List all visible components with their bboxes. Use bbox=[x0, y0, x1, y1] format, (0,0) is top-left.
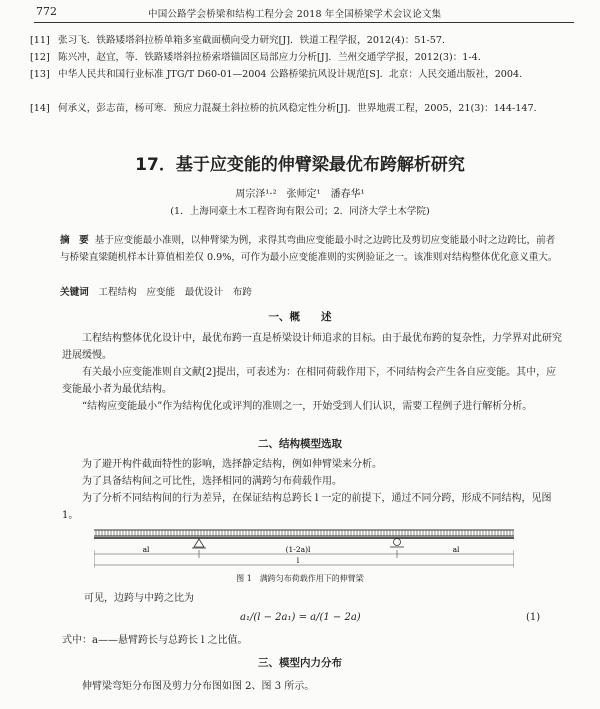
paragraph: 为了分析不同结构间的行为差异，在保证结构总跨长 l 一定的前提下，通过不同分跨，形成不同结构，见图 1。 bbox=[62, 493, 552, 521]
reference-text: 何承义，彭志苗，杨可寒．预应力混凝土斜拉桥的抗风稳定性分析[J]．世界地震工程，2005，21(3)：144-147. bbox=[58, 103, 537, 114]
running-title: 中国公路学会桥梁和结构工程分会 2018 年全国桥梁学术会议论文集 bbox=[148, 9, 442, 20]
reference-number: [12] bbox=[30, 52, 50, 63]
reference-number: [13] bbox=[30, 69, 50, 80]
header-rule bbox=[34, 22, 574, 23]
equation-note: 式中：a——悬臂跨长与总跨长 l 之比值。 bbox=[62, 635, 248, 646]
paragraph: 伸臂梁弯矩分布图及剪力分布图如图 2、图 3 所示。 bbox=[82, 681, 315, 692]
keywords bbox=[60, 284, 252, 298]
page-number: 772 bbox=[36, 5, 57, 18]
equation-intro: 可见，边跨与中跨之比为 bbox=[84, 593, 194, 604]
dim-label-total: l bbox=[296, 556, 300, 565]
distributed-load bbox=[94, 530, 514, 536]
reference-text: 陈兴冲，赵宜，等．铁路矮塔斜拉桥索塔锚固区局部应力分析[J]．兰州交通学学报，2012(3)：1-4. bbox=[58, 52, 481, 63]
support-left bbox=[192, 539, 206, 548]
paragraph: 为了避开构件截面特性的影响，选择静定结构，例如伸臂梁来分析。 bbox=[82, 459, 382, 470]
affiliation: (1．上海同豪土木工程咨询有限公司；2．同济大学土木学院) bbox=[170, 206, 430, 217]
section-heading: 三、模型内力分布 bbox=[258, 657, 342, 669]
reference-text: 中华人民共和国行业标准 JTG/T D60-01—2004 公路桥梁抗风设计规范[S]．北京：人民交通出版社，2004. bbox=[58, 69, 523, 80]
support-right bbox=[390, 539, 404, 548]
paragraph: 工程结构整体优化设计中，最优布跨一直是桥梁设计师追求的目标。由于最优布跨的复杂性，力学界对此研究进展缓慢。 bbox=[62, 333, 562, 361]
paragraph: 为了具备结构间之可比性，选择相同的满跨匀布荷载作用。 bbox=[82, 476, 342, 487]
section-heading: 二、结构模型选取 bbox=[258, 438, 342, 450]
equation-formula: a₁/(l − 2a₁) = a/(1 − 2a) bbox=[240, 612, 361, 623]
abstract-text: 基于应变能最小准则，以伸臂梁为例，求得其弯曲应变能最小时之边跨比及剪切应变能最小时之边跨比，前者与桥梁直梁随机样本计算值相差仅 0.9%，可作为最小应变能准则的实例验证之一。该准则对结构整体优化意义重大。 bbox=[60, 235, 558, 263]
keywords-text: 工程结构 应变能 最优设计 布跨 bbox=[98, 287, 252, 298]
authors: 周宗泽¹·² 张师定¹ 潘春华¹ bbox=[235, 189, 365, 200]
dim-label-right: al bbox=[452, 545, 460, 554]
figure-caption: 图 1 满跨匀布荷载作用下的伸臂梁 bbox=[236, 574, 364, 583]
dim-label-left: al bbox=[142, 545, 150, 554]
reference-item bbox=[30, 50, 563, 66]
keywords-label: 关键词 bbox=[60, 287, 89, 298]
abstract bbox=[60, 233, 560, 266]
section-heading: 一、概 述 bbox=[268, 311, 332, 323]
reference-item bbox=[30, 33, 563, 49]
reference-number: [14] bbox=[30, 103, 50, 114]
reference-item bbox=[30, 101, 563, 117]
reference-number: [11] bbox=[30, 35, 50, 46]
equation-number: (1) bbox=[526, 612, 541, 623]
paper-title: 17．基于应变能的伸臂梁最优布跨解析研究 bbox=[135, 155, 465, 175]
paragraph: “结构应变能最小”作为结构优化或评判的准则之一，开始受到人们认识，需要工程例子进行解析分析。 bbox=[82, 401, 533, 412]
reference-item bbox=[30, 67, 563, 83]
paragraph: 有关最小应变能准则自文献[2]提出，可表述为：在相同荷载作用下，不同结构会产生各自应变能。其中，应变能最小者为最优结构。 bbox=[62, 367, 557, 395]
dim-label-mid: (1-2a)l bbox=[285, 545, 311, 554]
reference-text: 张习飞．铁路矮塔斜拉桥单箱多室截面横向受力研究[J]．铁道工程学报，2012(4)：51-57. bbox=[58, 35, 446, 46]
beam-figure bbox=[94, 526, 514, 570]
abstract-label: 摘 要 bbox=[60, 235, 89, 246]
